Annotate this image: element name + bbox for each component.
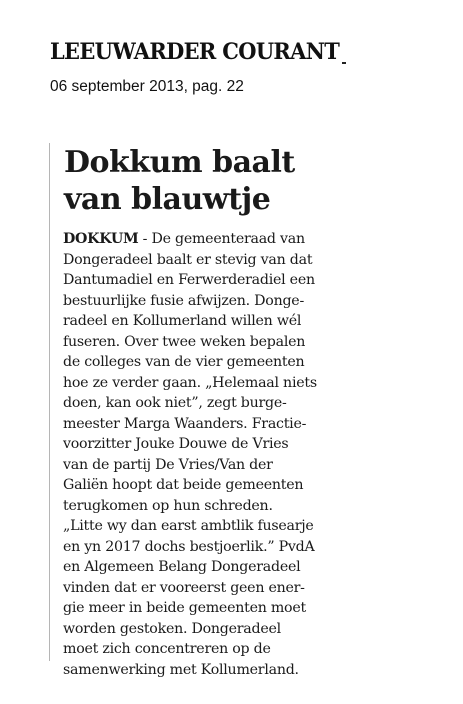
article-line: en yn 2017 dochs bestjoerlik.” PvdA [63, 538, 315, 555]
article-vertical-rule [49, 143, 50, 661]
newspaper-masthead: LEEUWARDER COURANT [50, 39, 340, 65]
headline-line-1: Dokkum baalt [64, 145, 295, 180]
article-line: Dongeradeel baalt er stevig van dat [63, 251, 313, 268]
article-line: Galiën hoopt dat beide gemeenten [63, 477, 304, 493]
article-line: Dantumadiel en Ferwerderadiel een [63, 272, 315, 288]
article-headline [64, 144, 394, 218]
article-line: moet zich concentreren op de [63, 641, 271, 657]
article-line: meester Marga Waanders. Fractie- [63, 415, 307, 432]
article-body [63, 229, 363, 680]
article-line: samenwerking met Kollumerland. [63, 661, 299, 678]
masthead-rule [342, 62, 346, 64]
headline-line-2: van blauwtje [64, 182, 271, 217]
article-lead-word: DOKKUM [63, 231, 139, 247]
article-line: en Algemeen Belang Dongeradeel [63, 559, 301, 575]
article-line: vinden dat er vooreerst geen ener- [63, 579, 305, 596]
article-line: radeel en Kollumerland willen wél [63, 313, 302, 329]
publication-dateline: 06 september 2013, pag. 22 [50, 78, 244, 95]
article-line: van de partij De Vries/Van der [63, 456, 273, 473]
article-line: „Litte wy dan earst ambtlik fusearje [63, 518, 314, 534]
article-line: gie meer in beide gemeenten moet [63, 600, 306, 616]
article-line: terugkomen op hun schreden. [63, 497, 273, 514]
article-line: doen, kan ook niet”, zegt burge- [63, 395, 287, 411]
article-line: bestuurlijke fusie afwijzen. Donge- [63, 292, 304, 309]
article-line: de colleges van de vier gemeenten [63, 354, 305, 370]
article-first-line [63, 229, 363, 250]
article-line: fuseren. Over twee weken bepalen [63, 333, 306, 350]
article-line: worden gestoken. Dongeradeel [63, 620, 281, 637]
article-first-line-rest: - De gemeenteraad van [138, 231, 305, 247]
article-line: voorzitter Jouke Douwe de Vries [63, 436, 289, 452]
article-line: hoe ze verder gaan. „Helemaal niets [63, 374, 317, 391]
